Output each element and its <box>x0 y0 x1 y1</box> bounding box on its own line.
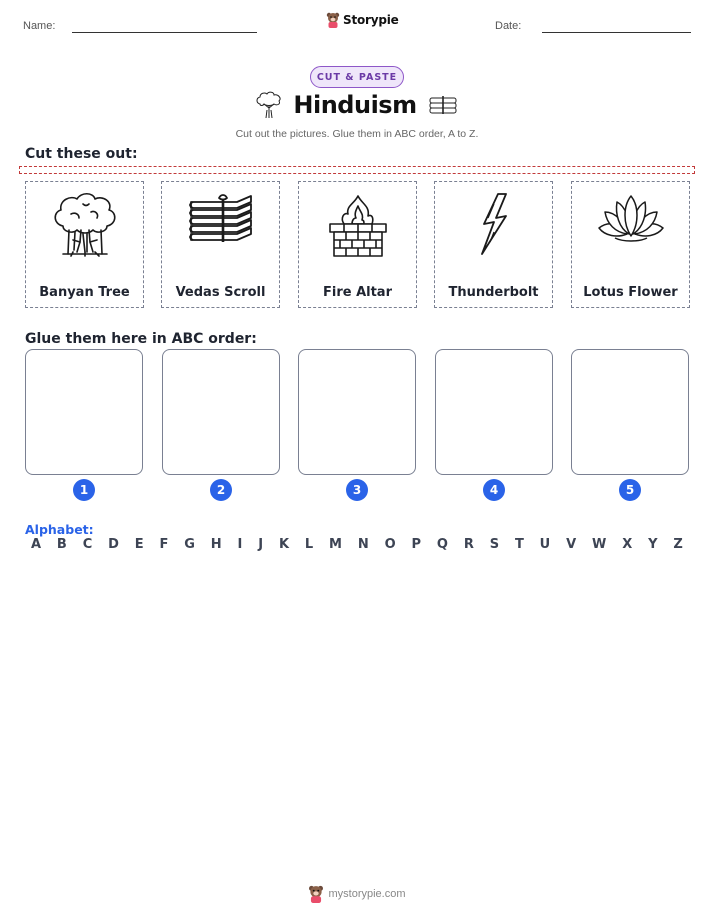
alphabet-letter: D <box>108 537 119 552</box>
slot-number: 4 <box>483 479 505 501</box>
glue-slot-5[interactable] <box>571 349 689 475</box>
cut-card-label: Lotus Flower <box>583 285 678 300</box>
alphabet-letter: I <box>237 537 243 552</box>
thunderbolt-icon <box>458 190 530 262</box>
brand-name: Storypie <box>343 13 399 27</box>
fire-altar-icon <box>322 190 394 262</box>
title-row <box>0 90 714 120</box>
instructions: Cut out the pictures. Glue them in ABC order, A to Z. <box>235 128 479 140</box>
date-label: Date: <box>495 20 522 32</box>
slot-number: 2 <box>210 479 232 501</box>
cut-card-vedas-scroll[interactable] <box>161 181 280 308</box>
alphabet-letter: V <box>566 537 577 552</box>
alphabet-letter: Z <box>673 537 683 552</box>
alphabet-letter: S <box>489 537 500 552</box>
cut-section-heading: Cut these out: <box>25 146 138 162</box>
alphabet-letter: Q <box>436 537 448 552</box>
brand-logo <box>326 12 399 28</box>
cut-card-banyan-tree[interactable] <box>25 181 144 308</box>
date-line[interactable] <box>542 32 691 33</box>
cut-guide-line <box>19 166 695 174</box>
alphabet-letter: B <box>56 537 67 552</box>
activity-badge: CUT & PASTE <box>310 66 404 88</box>
alphabet-letter: K <box>278 537 290 552</box>
vedas-scroll-icon <box>427 93 459 117</box>
alphabet-letter: O <box>384 537 396 552</box>
slot-number: 1 <box>73 479 95 501</box>
alphabet-title: Alphabet: <box>25 522 94 537</box>
alphabet-letter: Y <box>648 537 658 552</box>
footer-site-link[interactable]: mystorypie.com <box>328 888 406 900</box>
banyan-tree-icon <box>49 190 121 262</box>
alphabet-letter: L <box>304 537 314 552</box>
cut-card-thunderbolt[interactable] <box>434 181 553 308</box>
slot-number: 5 <box>619 479 641 501</box>
vedas-scroll-icon <box>185 190 257 262</box>
alphabet-letter: E <box>134 537 144 552</box>
cut-card-label: Thunderbolt <box>448 285 539 300</box>
alphabet-letter: X <box>622 537 633 552</box>
glue-section-heading: Glue them here in ABC order: <box>25 331 257 347</box>
alphabet-letter: M <box>329 537 342 552</box>
footer <box>0 885 714 903</box>
cut-card-fire-altar[interactable] <box>298 181 417 308</box>
alphabet-row <box>25 537 689 552</box>
glue-slot-1[interactable] <box>25 349 143 475</box>
banyan-tree-icon <box>255 90 283 120</box>
page-title: Hinduism <box>293 91 417 119</box>
alphabet-letter: H <box>210 537 222 552</box>
alphabet-letter: P <box>411 537 422 552</box>
alphabet-letter: J <box>258 537 264 552</box>
alphabet-letter: U <box>539 537 551 552</box>
glue-slot-3[interactable] <box>298 349 416 475</box>
slot-number: 3 <box>346 479 368 501</box>
cut-card-label: Fire Altar <box>322 285 392 300</box>
bear-mascot-icon <box>326 12 340 28</box>
bear-mascot-icon <box>308 885 324 903</box>
alphabet-letter: F <box>159 537 169 552</box>
lotus-flower-icon <box>595 190 667 262</box>
alphabet-letter: R <box>463 537 474 552</box>
cut-card-label: Banyan Tree <box>39 285 130 300</box>
cut-card-lotus-flower[interactable] <box>571 181 690 308</box>
alphabet-letter: G <box>184 537 195 552</box>
glue-slot-4[interactable] <box>435 349 553 475</box>
alphabet-letter: A <box>31 537 42 552</box>
alphabet-letter: T <box>514 537 524 552</box>
name-label: Name: <box>23 20 56 32</box>
cut-card-label: Vedas Scroll <box>175 285 266 300</box>
alphabet-letter: N <box>357 537 369 552</box>
name-line[interactable] <box>72 32 257 33</box>
alphabet-letter: W <box>592 537 607 552</box>
glue-slot-2[interactable] <box>162 349 280 475</box>
alphabet-letter: C <box>82 537 93 552</box>
